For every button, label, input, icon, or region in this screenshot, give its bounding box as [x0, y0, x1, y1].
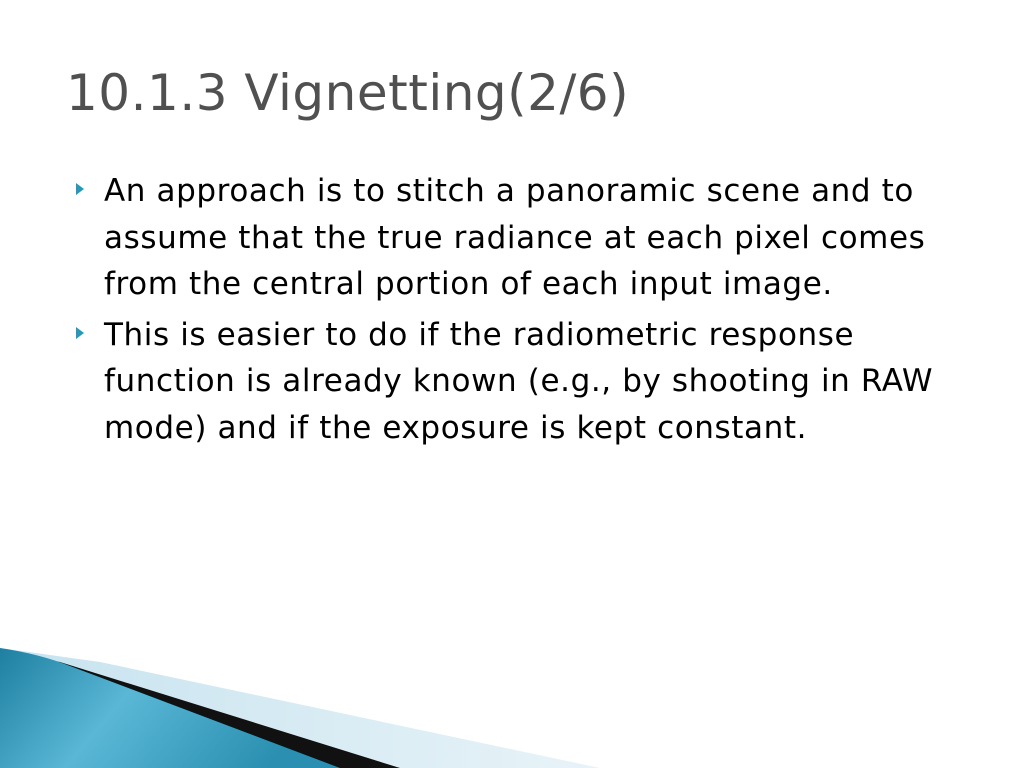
bullet-text: This is easier to do if the radiometric response function is already known (e.g., by shooting in RAW mode) and if the exposure is kept constant.	[104, 316, 934, 446]
corner-wave-decoration	[0, 640, 620, 768]
slide-title: 10.1.3 Vignetting(2/6)	[66, 64, 630, 122]
triangle-right-icon	[76, 327, 84, 339]
triangle-right-icon	[76, 183, 84, 195]
bullet-list	[76, 168, 976, 455]
bullet-text: An approach is to stitch a panoramic scene and to assume that the true radiance at each pixel comes from the central portion of each input image.	[104, 173, 926, 302]
bullet-item	[76, 168, 976, 308]
bullet-item	[76, 312, 976, 452]
